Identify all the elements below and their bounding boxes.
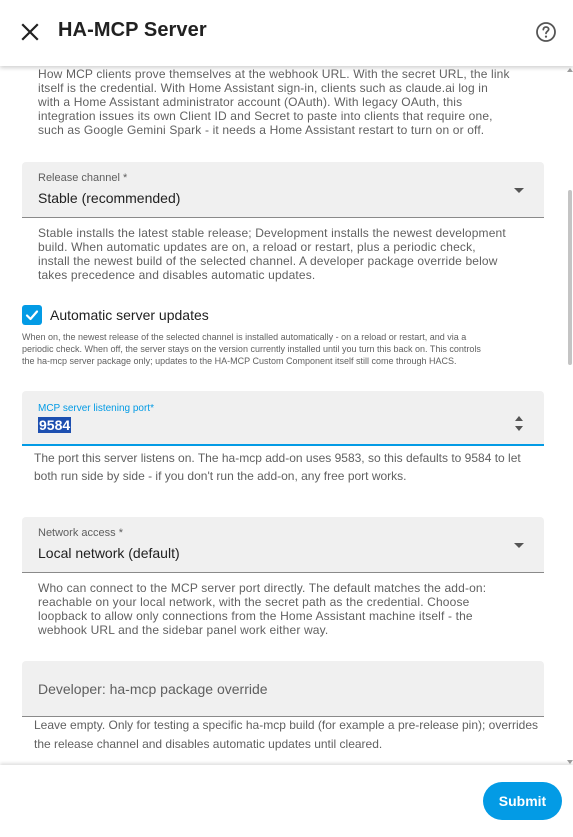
helper-line: How MCP clients prove themselves at the webhook URL. With the secret URL, the link [38, 67, 510, 81]
auto-updates-checkbox[interactable] [22, 305, 42, 325]
port-stepper[interactable] [514, 415, 526, 433]
helper-line: Who can connect to the MCP server port directly. The default matches the add-on: [38, 581, 487, 595]
scroll-up-icon[interactable] [567, 68, 573, 72]
scrollbar[interactable] [567, 66, 573, 765]
helper-line: such as Google Gemini Spark - it needs a Home Assistant restart to turn on or off. [38, 123, 485, 137]
port-label: MCP server listening port* [38, 403, 154, 414]
package-override-input[interactable] [22, 661, 544, 717]
chevron-down-icon [514, 188, 524, 193]
auth-method-helper [38, 67, 538, 137]
network-access-select[interactable] [22, 517, 544, 573]
chevron-down-icon [514, 543, 524, 548]
package-override-label: Developer: ha-mcp package override [38, 681, 268, 697]
stepper-up-icon[interactable] [515, 416, 523, 421]
network-access-helper [38, 581, 538, 637]
helper-line: both run side by side - if you don't run the add-on, any free port works. [34, 469, 407, 483]
dialog-header [0, 0, 573, 66]
checkmark-icon [22, 305, 42, 325]
port-value-text: 9584 [39, 417, 71, 433]
stepper-down-icon[interactable] [515, 426, 523, 431]
network-access-label: Network access * [38, 527, 123, 539]
close-icon[interactable] [18, 20, 42, 44]
scrollbar-thumb[interactable] [568, 190, 572, 365]
auto-updates-helper [22, 331, 542, 367]
helper-line: When on, the newest release of the selected channel is installed automatically - on a reload or restart, and via a [22, 332, 467, 342]
helper-line: the release channel and disables automatic updates until cleared. [34, 737, 383, 751]
port-value[interactable] [38, 417, 71, 433]
help-circle-icon[interactable] [534, 20, 558, 44]
scroll-down-icon[interactable] [567, 760, 573, 764]
helper-line: takes precedence and disables automatic updates. [38, 268, 316, 282]
helper-line: with a Home Assistant administrator account (OAuth). With legacy OAuth, this [38, 95, 463, 109]
helper-line: periodic check. When off, the server stays on the version currently installed until you turn this back on. This controls [22, 344, 481, 354]
helper-line: install the newest build of the selected channel. A developer package override below [38, 254, 498, 268]
port-helper [34, 449, 544, 485]
release-channel-helper [38, 226, 538, 282]
helper-line: loopback to allow only connections from the Home Assistant machine itself - the [38, 609, 473, 623]
package-override-helper [34, 716, 544, 754]
helper-line: the ha-mcp server package only; updates to the HA-MCP Custom Component itself still come through HACS. [22, 356, 457, 366]
dialog-title: HA-MCP Server [58, 19, 207, 41]
release-channel-select[interactable] [22, 162, 544, 218]
release-channel-value: Stable (recommended) [38, 190, 181, 206]
release-channel-label: Release channel * [38, 172, 128, 184]
dialog-content[interactable] [0, 66, 573, 765]
helper-line: build. When automatic updates are on, a reload or restart, plus a periodic check, [38, 240, 476, 254]
network-access-value: Local network (default) [38, 545, 180, 561]
helper-line: Stable installs the latest stable release; Development installs the newest development [38, 226, 506, 240]
help-button[interactable] [534, 20, 558, 44]
helper-line: integration issues its own Client ID and Secret to paste into clients that require one, [38, 109, 493, 123]
close-button[interactable] [18, 20, 42, 44]
helper-line: webhook URL and the sidebar panel work either way. [38, 623, 329, 637]
port-input[interactable] [22, 391, 544, 446]
helper-line: The port this server listens on. The ha-mcp add-on uses 9583, so this defaults to 9584 to let [34, 451, 521, 465]
auto-updates-label: Automatic server updates [50, 307, 209, 323]
helper-line: reachable on your local network, with the secret path as the credential. Choose [38, 595, 470, 609]
helper-line: Leave empty. Only for testing a specific ha-mcp build (for example a pre-release pin); overrides [34, 718, 539, 732]
helper-line: itself is the credential. With Home Assistant sign-in, clients such as claude.ai log in [38, 81, 488, 95]
submit-button[interactable]: Submit [483, 782, 562, 820]
